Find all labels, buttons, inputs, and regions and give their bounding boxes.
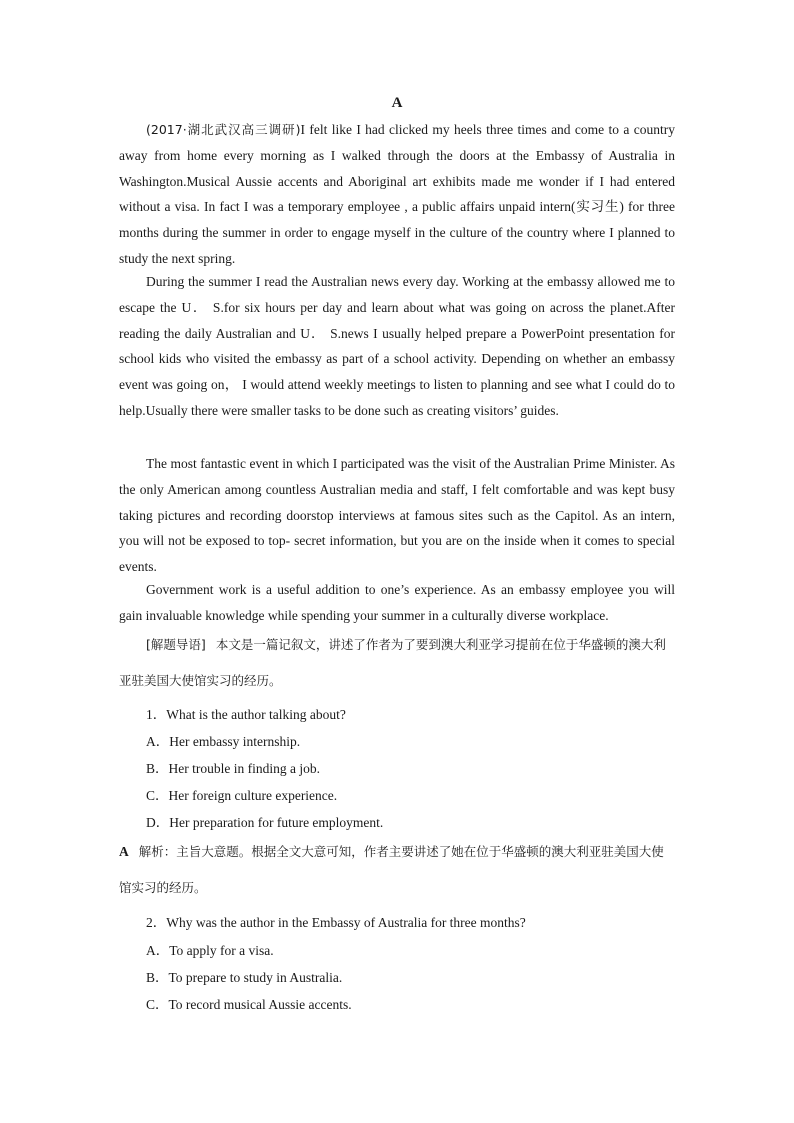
question-2-option-a: A．To apply for a visa. <box>146 943 274 958</box>
paragraph-3 <box>119 451 675 580</box>
answer-explanation: 解析：主旨大意题。根据全文大意可知，作者主要讲述了她在位于华盛顿的澳大利亚驻美国大使馆实习的经历。 <box>119 844 664 895</box>
guide-label: [解题导语] <box>146 637 206 652</box>
question-2-option-b: B．To prepare to study in Australia. <box>146 970 343 985</box>
paragraph-2 <box>119 269 675 424</box>
question-1-option-b: B．Her trouble in finding a job. <box>146 761 320 776</box>
paragraph-4-text: Government work is a useful addition to one’s experience. As an embassy employee you will gain invaluable knowledge while spending your summer in a culturally diverse workplace. <box>119 582 675 623</box>
question-1-option-d: D．Her preparation for future employment. <box>146 815 384 830</box>
paragraph-1 <box>119 117 675 272</box>
question-1-stem: 1．What is the author talking about? <box>146 707 346 722</box>
reading-guide <box>119 627 675 699</box>
guide-text: 本文是一篇记叙文，讲述了作者为了要到澳大利亚学习提前在位于华盛顿的澳大利亚驻美国大使馆实习的经历。 <box>119 637 666 688</box>
question-1-option-a: A．Her embassy internship. <box>146 734 301 749</box>
passage-source: (2017·湖北武汉高三调研) <box>146 122 301 137</box>
paragraph-2-text: During the summer I read the Australian news every day. Working at the embassy allowed me to escape the U． S.for six hours per day and learn about what was going on across the planet.After reading the daily Australian and U． S.news I usually helped prepare a PowerPoint presentation for school kids who visited the embassy as part of a school activity. Depending on whether an embassy event was going on， I would attend weekly meetings to listen to planning and see what I could do to help.Usually there were smaller tasks to be done such as creating visitors’ guides. <box>119 274 675 418</box>
paragraph-1-text: I felt like I had clicked my heels three times and come to a country away from home every morning as I walked through the doors at the Embassy of Australia in Washington.Musical Aussie accents and Aboriginal art exhibits made me wonder if I had entered without a visa. In fact I was a temporary employee , a public affairs unpaid intern(实习生) for three months during the summer in order to engage myself in the culture of the country where I planned to study the next spring. <box>119 122 675 266</box>
question-1-answer <box>119 834 675 906</box>
passage-title: A <box>391 95 403 111</box>
paragraph-3-text: The most fantastic event in which I participated was the visit of the Australian Prime Minister. As the only American among countless Australian media and staff, I felt comfortable and was kept busy taking pictures and recording doorstop interviews at famous sites such as the Capitol. As an intern, you will not be exposed to top- secret information, but you are on the inside when it comes to special events. <box>119 456 675 575</box>
answer-letter: A <box>119 844 129 859</box>
question-2-option-c: C．To record musical Aussie accents. <box>146 997 352 1012</box>
paragraph-4 <box>119 577 675 629</box>
question-1-option-c: C．Her foreign culture experience. <box>146 788 338 803</box>
question-2-stem: 2．Why was the author in the Embassy of Australia for three months? <box>146 915 526 930</box>
